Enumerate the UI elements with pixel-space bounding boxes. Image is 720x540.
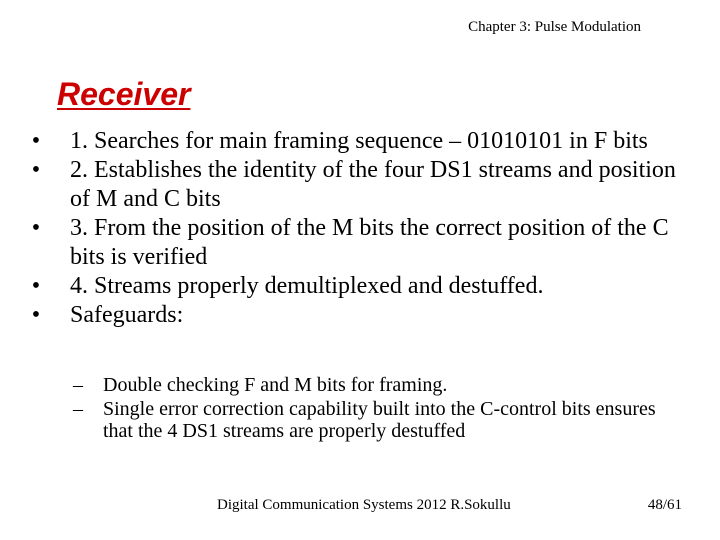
footer-course: Digital Communication Systems 2012 R.Sokullu — [217, 497, 511, 513]
bullet-list — [24, 127, 684, 330]
bullet-marker: • — [31, 128, 41, 154]
sub-bullet-item-1 — [73, 374, 683, 396]
bullet-text: 1. Searches for main framing sequence – 01010101 in F bits — [70, 128, 648, 154]
sub-bullet-text: Double checking F and M bits for framing. — [103, 374, 448, 396]
sub-bullet-item-2 — [73, 398, 683, 442]
bullet-marker: • — [31, 215, 41, 241]
bullet-item-2 — [24, 156, 684, 214]
slide-title: Receiver — [57, 76, 191, 112]
sub-bullet-text: Single error correction capability built into the C-control bits ensures that the 4 DS1 streams are properly destuffed — [103, 398, 656, 442]
chapter-header: Chapter 3: Pulse Modulation — [468, 19, 641, 35]
bullet-marker: • — [31, 273, 41, 299]
page-number: 48/61 — [647, 497, 682, 513]
bullet-text: 4. Streams properly demultiplexed and destuffed. — [70, 273, 544, 299]
sub-bullet-list — [73, 374, 683, 444]
bullet-item-5 — [24, 301, 684, 330]
bullet-text: 2. Establishes the identity of the four DS1 streams and position of M and C bits — [70, 157, 676, 212]
bullet-item-1 — [24, 127, 684, 156]
bullet-text: Safeguards: — [70, 302, 184, 328]
sub-bullet-marker: – — [73, 398, 83, 420]
bullet-item-4 — [24, 272, 684, 301]
bullet-item-3 — [24, 214, 684, 272]
bullet-marker: • — [31, 157, 41, 183]
bullet-text: 3. From the position of the M bits the correct position of the C bits is verified — [70, 215, 669, 270]
sub-bullet-marker: – — [73, 374, 83, 396]
bullet-marker: • — [31, 302, 41, 328]
